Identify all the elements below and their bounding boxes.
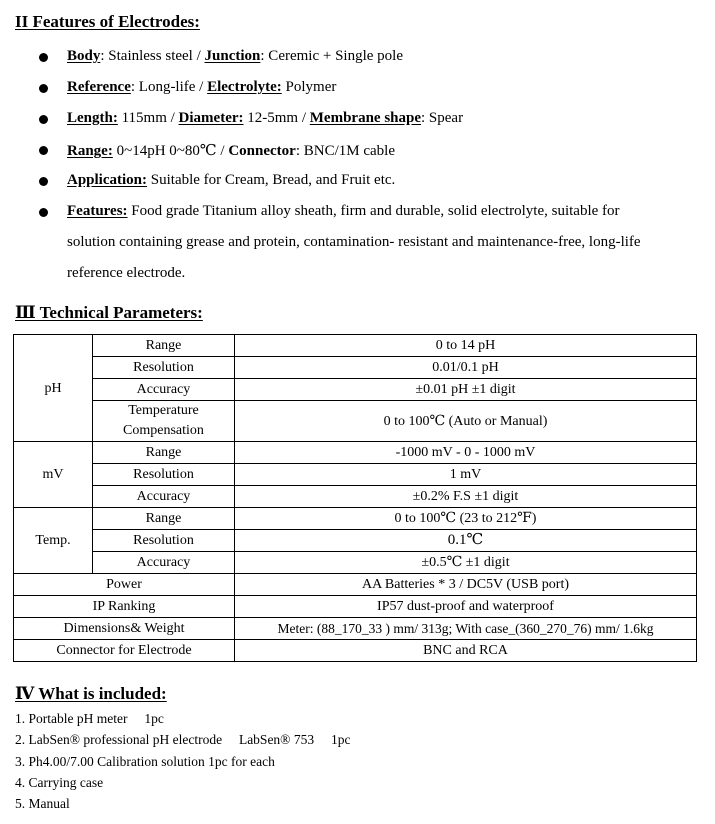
param-value: -1000 mV - 0 - 1000 mV: [235, 442, 697, 464]
feature-label: Membrane shape: [309, 110, 422, 126]
bullet-icon: [39, 177, 48, 186]
feature-text: Food grade Titanium alloy sheath, firm and durable, solid electrolyte, suitable for: [127, 203, 620, 219]
param-label: Dimensions& Weight: [14, 618, 235, 640]
list-item: 3. Ph4.00/7.00 Calibration solution 1pc for each: [15, 753, 275, 769]
features-list: [0, 44, 715, 292]
feature-text: : Ceremic + Single pole: [260, 48, 403, 64]
feature-text: Suitable for Cream, Bread, and Fruit etc.: [147, 172, 396, 188]
feature-label: Length:: [67, 110, 118, 126]
table-row: [14, 508, 697, 530]
param-value: 1 mV: [235, 464, 697, 486]
feature-label: Connector: [228, 143, 296, 159]
param-label: Power: [14, 574, 235, 596]
param-label: Resolution: [93, 530, 235, 552]
bullet-icon: [39, 208, 48, 217]
param-label: Range: [93, 335, 235, 357]
param-value: 0.1℃: [235, 530, 697, 552]
table-row: [14, 618, 697, 640]
param-value: 0 to 100℃ (Auto or Manual): [235, 401, 697, 442]
feature-label: Application:: [67, 172, 148, 188]
param-value: 0.01/0.1 pH: [235, 357, 697, 379]
bullet-icon: [39, 146, 48, 155]
feature-label: Reference: [67, 79, 131, 95]
param-value: AA Batteries * 3 / DC5V (USB port): [235, 574, 697, 596]
group-label-mv: mV: [14, 442, 93, 508]
param-value: 0 to 100℃ (23 to 212℉): [235, 508, 697, 530]
bullet-icon: [39, 115, 48, 124]
list-item: [0, 106, 715, 137]
feature-text: : BNC/1M cable: [295, 143, 395, 159]
list-item: 1. Portable pH meter 1pc: [15, 711, 164, 726]
group-label-temp: Temp.: [14, 508, 93, 574]
list-item-continuation: [0, 261, 715, 292]
param-label: Range: [93, 508, 235, 530]
list-item: 4. Carrying case: [15, 774, 104, 790]
feature-text: Polymer: [281, 79, 337, 95]
param-label: Connector for Electrode: [14, 640, 235, 662]
param-value: IP57 dust-proof and waterproof: [235, 596, 697, 618]
table-row: [14, 379, 697, 401]
list-item: [0, 44, 715, 75]
bullet-icon: [39, 84, 48, 93]
param-label: Resolution: [93, 357, 235, 379]
param-label: Temperature Compensation: [93, 401, 235, 442]
param-label: Accuracy: [93, 552, 235, 574]
param-value: ±0.5℃ ±1 digit: [235, 552, 697, 574]
table-row: [14, 335, 697, 357]
list-item: 2. LabSen® professional pH electrode LabSen® 753 1pc: [15, 732, 351, 748]
param-value: Meter: (88_170_33 ) mm/ 313g; With case_(360_270_76) mm/ 1.6kg: [235, 618, 697, 640]
feature-text: 0~14pH 0~80℃ /: [112, 143, 229, 159]
features-title: II Features of Electrodes:: [15, 12, 200, 31]
table-row: [14, 401, 697, 442]
table-row: [14, 596, 697, 618]
feature-label: Junction: [204, 48, 261, 64]
group-label-ph: pH: [14, 335, 93, 442]
param-value: ±0.01 pH ±1 digit: [235, 379, 697, 401]
param-label: IP Ranking: [14, 596, 235, 618]
param-label: Accuracy: [93, 486, 235, 508]
table-row: [14, 464, 697, 486]
param-value: BNC and RCA: [235, 640, 697, 662]
table-row: [14, 552, 697, 574]
feature-text: : Long-life /: [130, 79, 208, 95]
feature-label: Diameter:: [178, 110, 244, 126]
feature-label: Features:: [67, 203, 128, 219]
feature-text: reference electrode.: [67, 265, 186, 281]
feature-text: : Spear: [421, 110, 464, 126]
list-item-continuation: [0, 230, 715, 261]
table-row: [14, 640, 697, 662]
feature-text: 12-5mm /: [243, 110, 310, 126]
param-value: ±0.2% F.S ±1 digit: [235, 486, 697, 508]
list-item: 5. Manual: [15, 796, 70, 812]
technical-title: Ⅲ Technical Parameters:: [15, 303, 203, 322]
table-row: [14, 530, 697, 552]
bullet-icon: [39, 53, 48, 62]
list-item: [0, 75, 715, 106]
feature-label: Body: [67, 48, 101, 64]
included-list: [15, 708, 350, 814]
table-row: [14, 442, 697, 464]
table-row: [14, 357, 697, 379]
list-item: [0, 137, 715, 168]
feature-label: Range:: [67, 143, 113, 159]
list-item: [0, 199, 715, 230]
feature-text: solution containing grease and protein, contamination- resistant and maintenance-free, long-life: [67, 234, 641, 250]
list-item: [0, 168, 715, 199]
feature-label: Electrolyte:: [207, 79, 282, 95]
feature-text: 115mm /: [117, 110, 179, 126]
included-title: Ⅳ What is included:: [15, 684, 167, 703]
param-value: 0 to 14 pH: [235, 335, 697, 357]
table-row: [14, 486, 697, 508]
param-label: Range: [93, 442, 235, 464]
param-label: Resolution: [93, 464, 235, 486]
feature-text: : Stainless steel /: [100, 48, 205, 64]
param-label: Accuracy: [93, 379, 235, 401]
parameters-table: [13, 334, 697, 662]
table-row: [14, 574, 697, 596]
